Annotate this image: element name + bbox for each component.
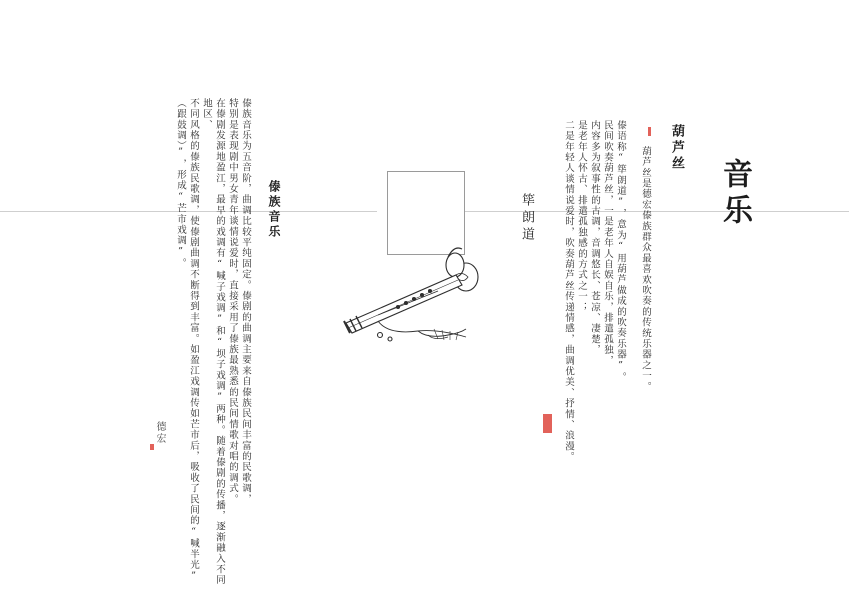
dai-music-paragraph: 傣族音乐为五音阶，曲调比较平纯固定。傣剧的曲调主要来自傣族民间丰富的民歌调， 特别是表现剧中男女青年谈情说爱时，直接采用了傣族最熟悉的民间情歌对唱的调式。 在傣剧发源地盈江，最早的戏调有“喊子戏调”和“坝子戏调”两种。随着傣剧的传播，逐渐融入不同地区、 不同风格的傣族民歌调，使傣剧曲调不断得到丰富。如盈江戏调传如芒市后，吸收了民间的“喊半光” （跟鼓调）”，形成“芒市戏调”。 [175,98,251,586]
hulusi-paragraph-2: 傣语称“筚朗道”，意为“用葫芦做成的吹奏乐器”。 民间吹奏葫芦丝，一是老年人自娱自乐，排遣孤独， 内容多为叙事性的古调，音调悠长、苍凉、凄楚， 是老年人怀古、排遣孤独感的方式之一； 二是年轻人谈情说爱时，吹奏葫芦丝传递情感，曲调优美、抒情、浪漫。 [563,120,626,463]
heading-accent-hulusi [648,127,651,136]
dai-music-heading: 傣族音乐 [267,180,281,240]
accent-block-right [543,414,552,433]
page-title: 音乐 [717,158,752,230]
instrument-caption: 筚朗道 [519,193,534,244]
hulusi-heading: 葫芦丝 [669,124,684,172]
footer-accent [150,444,154,450]
footer-mark: 德宏 [154,421,165,445]
hulusi-instrument-icon [338,235,498,350]
hulusi-paragraph-1: 葫芦丝是德宏傣族群众最喜欢吹奏的传统乐器之一。 [640,146,651,393]
